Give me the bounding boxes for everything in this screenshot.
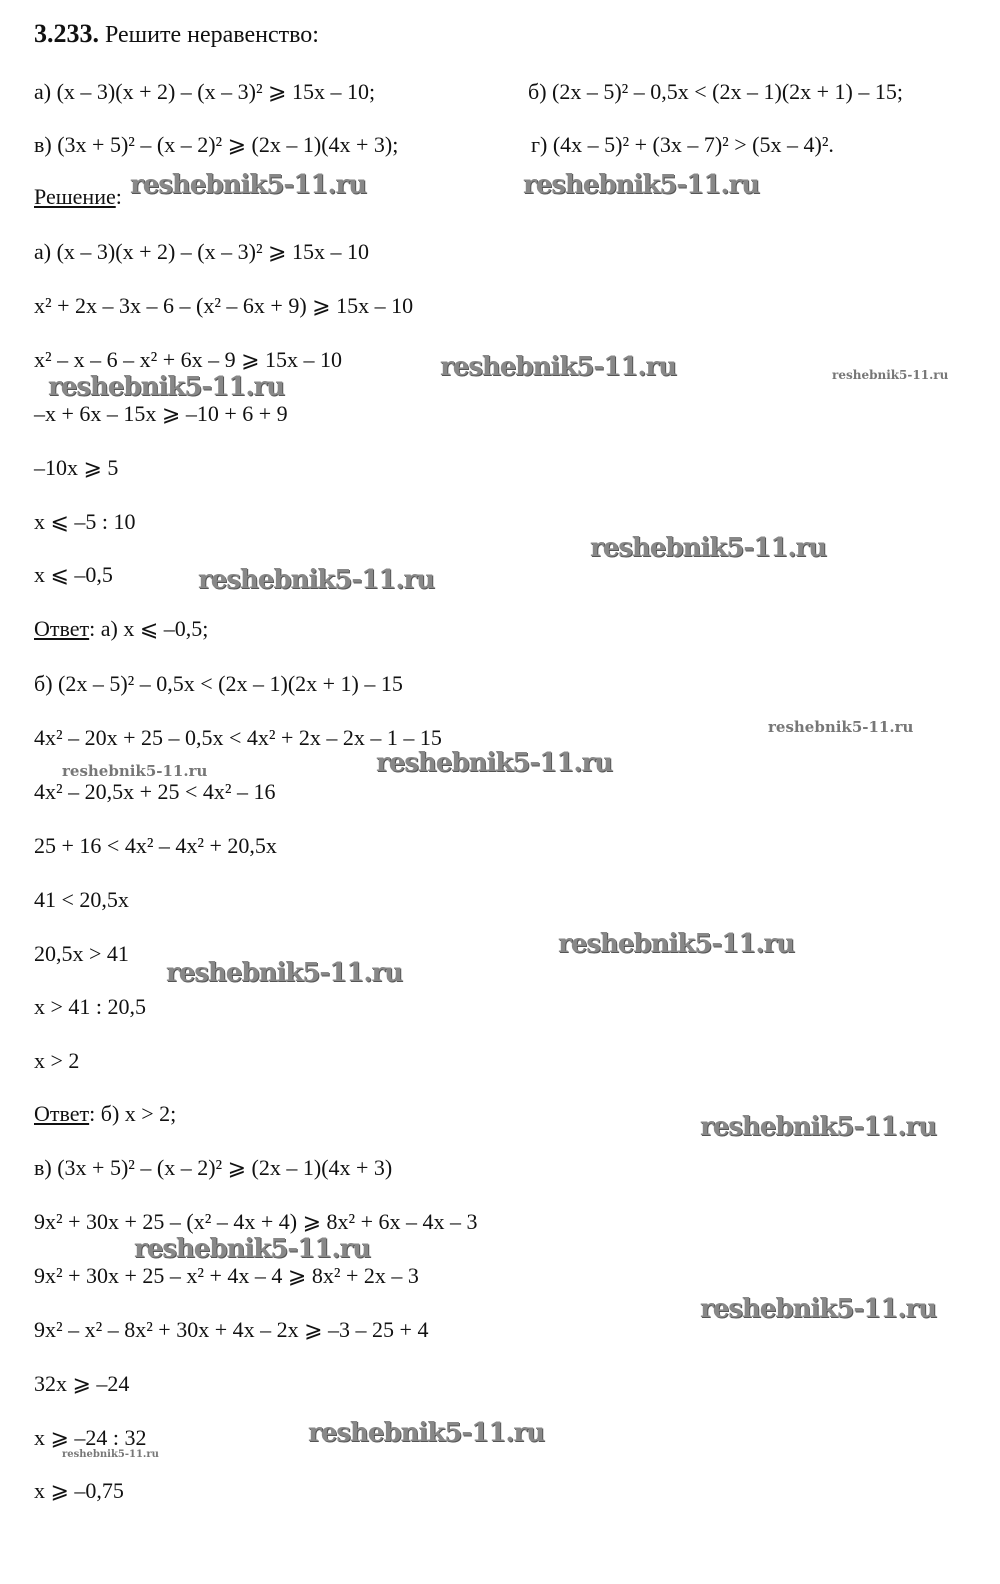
solution-step: б) (2x – 5)² – 0,5x < (2x – 1)(2x + 1) – 15 bbox=[34, 671, 403, 696]
solution-step: –x + 6x – 15x ⩾ –10 + 6 + 9 bbox=[34, 400, 288, 426]
solution-step: 20,5x > 41 bbox=[34, 940, 129, 966]
solution-step: 4x² – 20x + 25 – 0,5x < 4x² + 2x – 2x – 1 – 15 bbox=[34, 724, 442, 750]
answer-label: Ответ bbox=[34, 616, 90, 641]
solution-step: в) (3x + 5)² – (x – 2)² ⩾ (2x – 1)(4x + 3) bbox=[34, 1155, 393, 1180]
answer-b bbox=[34, 1100, 176, 1128]
solution-colon: : bbox=[115, 184, 122, 209]
watermark: reshebnik5-11.ru bbox=[62, 762, 208, 780]
watermark: reshebnik5-11.ru bbox=[768, 718, 914, 736]
task-heading bbox=[34, 20, 319, 49]
answer-label: Ответ bbox=[34, 1101, 90, 1126]
solution-step: x > 41 : 20,5 bbox=[34, 994, 147, 1020]
watermark: reshebnik5-11.ru bbox=[523, 170, 760, 200]
watermark: reshebnik5-11.ru bbox=[166, 958, 403, 988]
problem-b: б) (2x – 5)² – 0,5x < (2x – 1)(2x + 1) – 15; bbox=[528, 79, 903, 104]
answer-text: : а) x ⩽ –0,5; bbox=[89, 616, 209, 641]
answer-a bbox=[34, 615, 208, 643]
solution-step: x ⩾ –0,75 bbox=[34, 1478, 124, 1504]
solution-step: –10x ⩾ 5 bbox=[34, 454, 119, 480]
solution-heading bbox=[34, 183, 122, 211]
watermark: reshebnik5-11.ru bbox=[700, 1294, 937, 1324]
solution-step: 9x² – x² – 8x² + 30x + 4x – 2x ⩾ –3 – 25 + 4 bbox=[34, 1316, 429, 1342]
solution-step: x > 2 bbox=[34, 1048, 80, 1074]
watermark: reshebnik5-11.ru bbox=[558, 929, 795, 959]
watermark: reshebnik5-11.ru bbox=[134, 1234, 371, 1264]
watermark: reshebnik5-11.ru bbox=[832, 368, 949, 382]
watermark: reshebnik5-11.ru bbox=[440, 352, 677, 382]
watermark: reshebnik5-11.ru bbox=[590, 533, 827, 563]
solution-step: 41 < 20,5x bbox=[34, 886, 129, 912]
task-number: 3.233. bbox=[34, 19, 99, 48]
watermark: reshebnik5-11.ru bbox=[700, 1112, 937, 1142]
watermark: reshebnik5-11.ru bbox=[308, 1418, 545, 1448]
watermark: reshebnik5-11.ru bbox=[198, 565, 435, 595]
solution-step: а) (x – 3)(x + 2) – (x – 3)² ⩾ 15x – 10 bbox=[34, 239, 369, 264]
solution-step: x ⩽ –0,5 bbox=[34, 562, 113, 588]
watermark: reshebnik5-11.ru bbox=[130, 170, 367, 200]
solution-step: x² – x – 6 – x² + 6x – 9 ⩾ 15x – 10 bbox=[34, 346, 343, 372]
solution-step: x² + 2x – 3x – 6 – (x² – 6x + 9) ⩾ 15x – 10 bbox=[34, 292, 414, 318]
problem-a: а) (x – 3)(x + 2) – (x – 3)² ⩾ 15x – 10; bbox=[34, 79, 376, 104]
problem-v: в) (3x + 5)² – (x – 2)² ⩾ (2x – 1)(4x + 3); bbox=[34, 132, 399, 157]
solution-step: 9x² + 30x + 25 – (x² – 4x + 4) ⩾ 8x² + 6x – 4x – 3 bbox=[34, 1208, 478, 1234]
watermark: reshebnik5-11.ru bbox=[48, 372, 285, 402]
solution-step: 32x ⩾ –24 bbox=[34, 1370, 130, 1396]
answer-text: : б) x > 2; bbox=[89, 1101, 177, 1126]
solution-step: x ⩾ –24 : 32 bbox=[34, 1424, 147, 1450]
watermark: reshebnik5-11.ru bbox=[376, 748, 613, 778]
solution-step: 4x² – 20,5x + 25 < 4x² – 16 bbox=[34, 778, 276, 804]
problem-g: г) (4x – 5)² + (3x – 7)² > (5x – 4)². bbox=[531, 132, 834, 157]
task-text: Решите неравенство: bbox=[105, 22, 319, 48]
solution-step: 9x² + 30x + 25 – x² + 4x – 4 ⩾ 8x² + 2x – 3 bbox=[34, 1262, 419, 1288]
solution-step: 25 + 16 < 4x² – 4x² + 20,5x bbox=[34, 832, 277, 858]
solution-step: x ⩽ –5 : 10 bbox=[34, 508, 136, 534]
watermark: reshebnik5-11.ru bbox=[62, 1449, 159, 1460]
solution-label: Решение bbox=[34, 184, 116, 209]
